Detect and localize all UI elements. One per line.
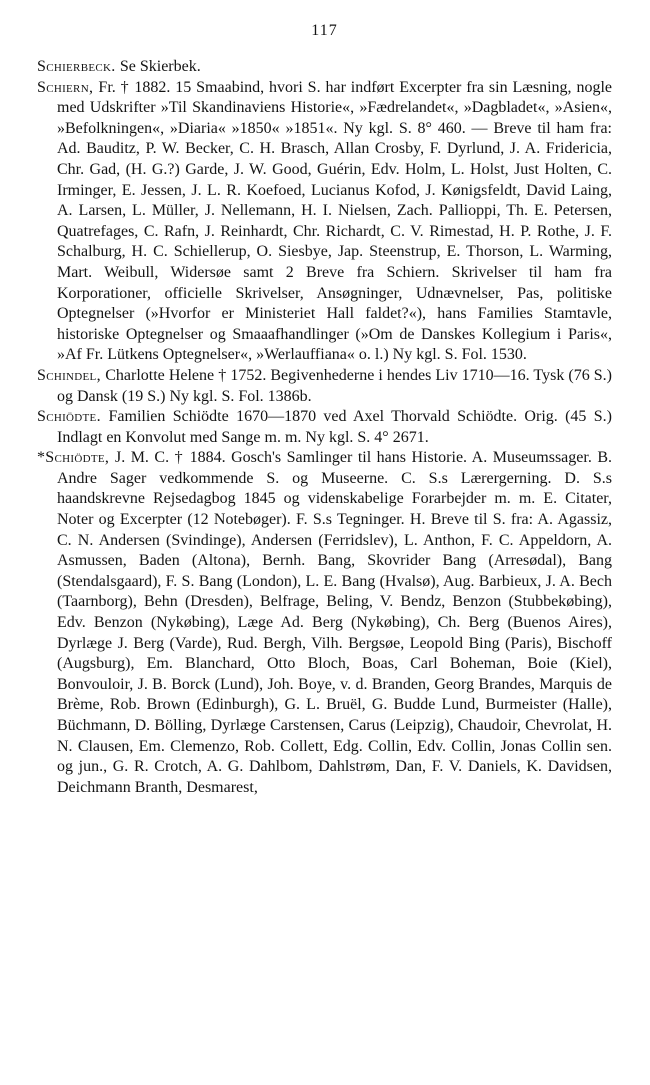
index-entry-schierbeck [37, 57, 612, 78]
index-entry-schiodte-family [37, 407, 612, 448]
entry-text: Fr. † 1882. 15 Smaabind, hvori S. har indført Excerpter fra sin Læsning, nogle med Udskrifter »Til Skandinaviens Historie«, »Fædrelandet«, »Dagbladet«, »Asien«, »Befolkningen«, »Diaria« »1850« »1851«. Ny kgl. S. 8° 460. — Breve til ham fra: Ad. Bauditz, P. W. Becker, C. H. Brasch, Allan Crosby, F. Dyrlund, J. A. Fridericia, Chr. Gad, (H. G.?) Garde, J. W. Good, Guérin, Edv. Holm, L. Holst, Just Holten, C. Irminger, E. Jessen, J. L. R. Koefoed, Lucianus Kofod, J. Kønigsfeldt, David Laing, A. Larsen, L. Müller, J. Nellemann, H. I. Nielsen, Zach. Pallioppi, Th. E. Petersen, Quatrefages, C. Rafn, J. Reinhardt, Chr. Richardt, C. V. Rimestad, H. P. Rothe, J. F. Schalburg, H. C. Schiellerup, O. Siesbye, Jap. Steenstrup, E. Thorson, L. Warming, Mart. Weibull, Widersøe samt 2 Breve fra Schiern. Skrivelser til ham fra Korporationer, officielle Skrivelser, Ansøgninger, Udnævnelser, Pas, politiske Optegnelser (»Hvorfor er Ministeriet Hall faldet?«), hans Families Stamtavle, historiske Optegnelser og Smaaafhandlinger (»Om de Danskes Kollegium i Paris«, »Af Fr. Lütkens Optegnelser«, »Werlauffiana« o. l.) Ny kgl. S. Fol. 1530. [57, 78, 612, 364]
index-entry-schiern [37, 78, 612, 366]
index-entry-schiodte-jmc [37, 448, 612, 798]
entry-text: Se Skierbek. [119, 58, 201, 75]
entry-heading: Schiern, [37, 78, 99, 96]
entry-text: Familien Schiödte 1670—1870 ved Axel Thorvald Schiödte. Orig. (45 S.) Indlagt en Konvolut med Sange m. m. Ny kgl. S. 4° 2671. [57, 408, 612, 446]
page-number: 117 [311, 22, 338, 39]
entry-heading: Schindel, [37, 366, 106, 384]
entry-text: Charlotte Helene † 1752. Begivenhederne i hendes Liv 1710—16. Tysk (76 S.) og Dansk (19 S.) Ny kgl. S. Fol. 1386b. [57, 366, 612, 405]
entry-heading: Schiödte. [37, 408, 109, 426]
entry-heading: *Schiödte, [37, 449, 115, 467]
index-entry-schindel [37, 366, 612, 407]
entry-text: J. M. C. † 1884. Gosch's Samlinger til hans Historie. A. Museumssager. B. Andre Sager vedkommende S. og Museerne. C. S.s Lærergerning. D. S.s haandskrevne Rejsedagbog 1845 og videnskabelige Forarbejder m. m. E. Citater, Noter og Excerpter (12 Notebøger). F. S.s Tegninger. H. Breve til S. fra: A. Agassiz, C. N. Andersen (Svindinge), Andersen (Ferridslev), L. Anthon, F. C. Appeldorn, A. Asmussen, Baden (Altona), Bernh. Bang, Skovrider Bang (Arresødal), Bang (Stendalsgaard), F. S. Bang (London), L. E. Bang (Hvalsø), Aug. Barbieux, J. A. Bech (Taarnborg), Behn (Dresden), Belfrage, Beling, V. Bendz, Benzon (Stubbekøbing), Edv. Benzon (Nykøbing), Læge Ad. Berg (Nykøbing), Ch. Berg (Buenos Aires), Dyrlæge J. Berg (Varde), Rud. Bergh, Vilh. Bergsøe, Leopold Bing (Paris), Bischoff (Augsburg), Em. Blanchard, Otto Bloch, Boas, Carl Boheman, Boie (Kiel), Bonvouloir, J. B. Borck (Lund), Joh. Boye, v. d. Branden, Georg Brandes, Marquis de Brème, Rob. Brown (Edinburgh), G. L. Bruël, G. Budde Lund, Burmeister (Halle), Büchmann, D. Bölling, Dyrlæge Carstensen, Carus (Leipzig), Chaudoir, Chevrolat, H. N. Clausen, Em. Clemenzo, Rob. Collett, Edg. Collin, Edv. Collin, Jonas Collin sen. og jun., G. R. Crotch, A. G. Dahlbom, Dahlstrøm, Dan, F. V. Daniels, K. Davidsen, Deichmann Branth, Desmarest, [57, 449, 612, 796]
entry-heading: Schierbeck. [37, 58, 120, 75]
